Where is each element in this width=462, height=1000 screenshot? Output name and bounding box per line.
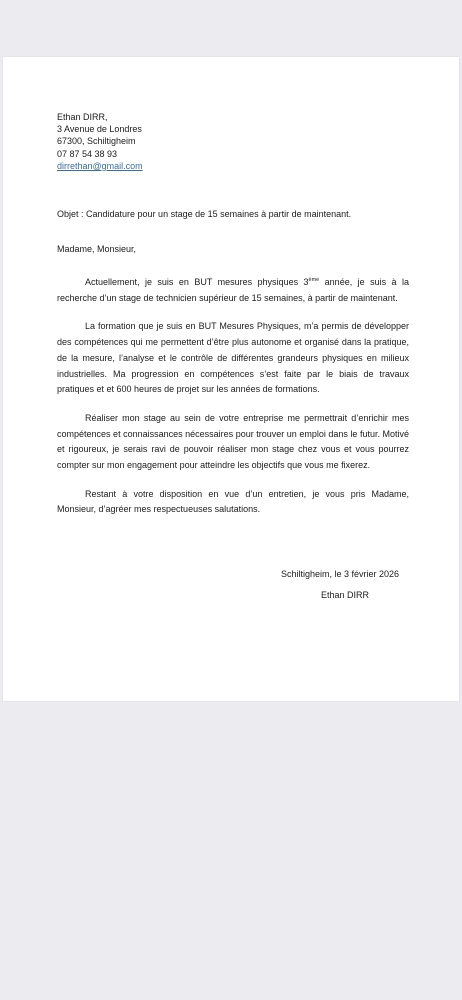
- paragraph-1-superscript: ème: [308, 277, 320, 283]
- sender-street: 3 Avenue de Londres: [57, 124, 142, 135]
- letter-object: Objet : Candidature pour un stage de 15 semaines à partir de maintenant.: [57, 209, 352, 219]
- place-and-date: Schiltigheim, le 3 février 2026: [281, 569, 400, 579]
- sender-city: 67300, Schiltigheim: [57, 136, 136, 147]
- signature-name: Ethan DIRR: [321, 590, 370, 600]
- sender-name: Ethan DIRR,: [57, 112, 108, 122]
- paragraph-1-start: Actuellement, je suis en BUT mesures physiques 3: [85, 277, 309, 287]
- paragraph-1: [57, 275, 409, 306]
- paragraph-3: Réaliser mon stage au sein de votre entreprise me permettrait d’enrichir mes compétences et connaissances nécessaires pour trouver un emploi dans le futur. Motivé et rigoureux, je serais ravi de pouvoir réaliser mon stage chez vous et vous pourrez compter sur mon engagement pour atteindre les objectifs que vous me fixerez.: [57, 412, 409, 471]
- paragraph-1-end: année, je suis à la recherche d’un stage de technicien supérieur de 15 semaines, à partir de maintenant.: [57, 277, 409, 303]
- paragraph-4: Restant à votre disposition en vue d’un entretien, je vous pris Madame, Monsieur, d’agréer mes respectueuses salutations.: [57, 488, 409, 515]
- sender-email-link[interactable]: dirrethan@gmail.com: [57, 160, 143, 171]
- sender-block: [57, 111, 143, 172]
- letter-body: [57, 275, 409, 531]
- letter-page: [3, 57, 459, 701]
- paragraph-2: La formation que je suis en BUT Mesures Physiques, m’a permis de développer des compétences qui me permettent d’être plus autonome et organisé dans la pratique, de la mesure, l’analyse et le contrôle de différentes grandeurs physiques en milieux industrielles. Ma progression en compétences s’est faite par le biais de travaux pratiques et et 600 heures de projet sur les années de formations.: [57, 321, 409, 395]
- sender-phone: 07 87 54 38 93: [57, 148, 118, 159]
- letter-salutation: Madame, Monsieur,: [57, 244, 137, 254]
